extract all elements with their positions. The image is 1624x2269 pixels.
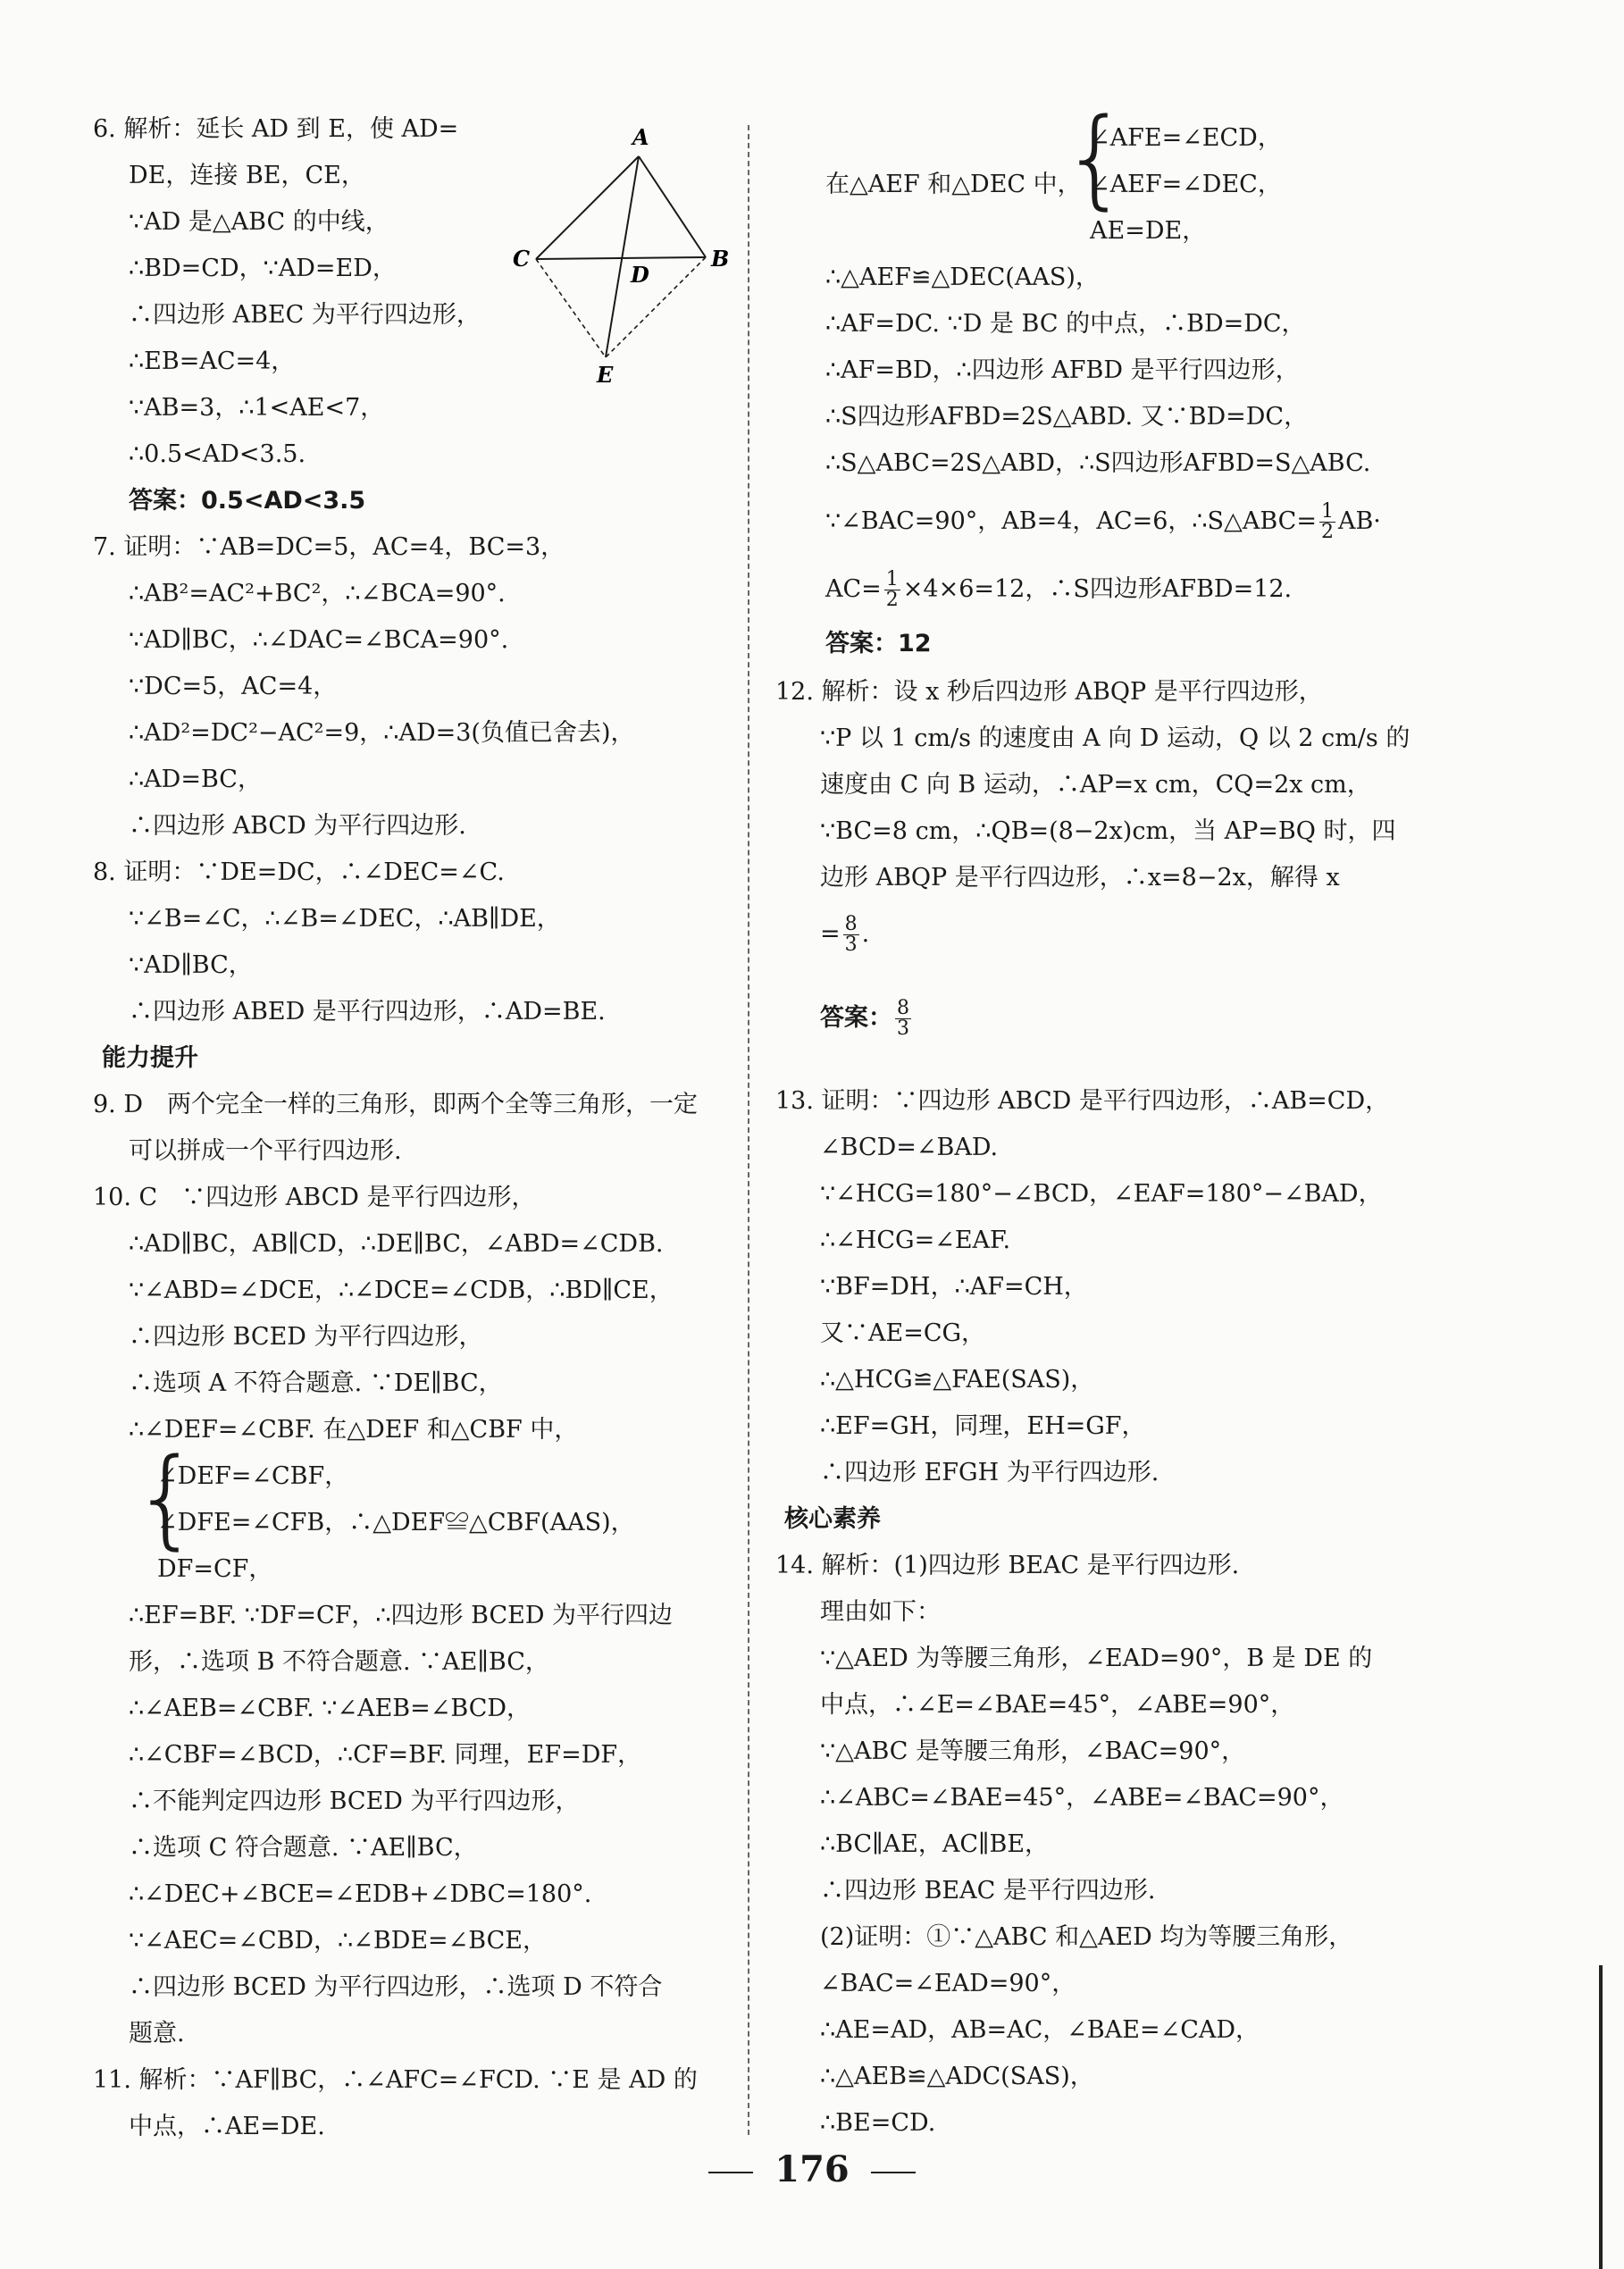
section-heading-core: 核心素养	[784, 1505, 881, 1533]
q8-line: ∵AD∥BC，	[129, 951, 253, 979]
q11-system-line: ∠AEF=∠DEC，	[1090, 171, 1282, 198]
segment-ab	[639, 156, 706, 257]
q11-line	[825, 502, 1381, 542]
q8-line: 8. 证明：∵DE=DC，∴∠DEC=∠C.	[93, 858, 505, 886]
q12-answer: 答案： $\frac{8}{3}$	[820, 997, 909, 1040]
text: ∵∠BAC=90°，AB=4，AC=6，∴S△ABC=	[825, 507, 1317, 535]
q7-line: ∴四边形 ABCD 为平行四边形.	[129, 812, 466, 840]
q14-line: ∴四边形 BEAC 是平行四边形.	[820, 1877, 1156, 1905]
vertex-label-c: C	[513, 246, 531, 272]
q11-line: ∴AF=BD，∴四边形 AFBD 是平行四边形，	[825, 356, 1300, 384]
fraction: $\frac{8}{3}$	[897, 997, 909, 1040]
q10-line: ∴∠DEF=∠CBF. 在△DEF 和△CBF 中，	[129, 1416, 579, 1444]
q6-line: ∴四边形 ABEC 为平行四边形，	[129, 301, 481, 329]
q10-line: ∴四边形 BCED 为平行四边形，	[129, 1323, 483, 1351]
q11-system-line: AE=DE，	[1090, 217, 1207, 245]
q13-line: ∵BF=DH，∴AF=CH，	[820, 1273, 1088, 1301]
q10-line: ∴选项 C 符合题意. ∵AE∥BC，	[129, 1834, 478, 1862]
q13-line: ∵∠HCG=180°−∠BCD，∠EAF=180°−∠BAD，	[820, 1180, 1383, 1208]
q6-line: 6. 解析：延长 AD 到 E，使 AD=	[93, 115, 459, 143]
page-edge-line	[1599, 1965, 1603, 2269]
q10-line: ∴∠CBF=∠BCD，∴CF=BF. 同理，EF=DF，	[129, 1741, 642, 1769]
q7-line: ∵AD∥BC，∴∠DAC=∠BCA=90°.	[129, 626, 509, 654]
quadrilateral-figure	[500, 116, 732, 393]
q14-line: ∴△AEB≌△ADC(SAS)，	[820, 2063, 1094, 2090]
q6-line: ∴BD=CD，∵AD=ED，	[129, 255, 397, 282]
q10-line: ∴∠AEB=∠CBF. ∵∠AEB=∠BCD，	[129, 1695, 532, 1722]
q7-line: ∴AD²=DC²−AC²=9，∴AD=3(负值已舍去)，	[129, 719, 635, 747]
q7-line: ∵DC=5，AC=4，	[129, 673, 338, 700]
q10-line: ∵∠AEC=∠CBD，∴∠BDE=∠BCE，	[129, 1927, 548, 1955]
text: AC=	[825, 575, 882, 603]
q10-line: ∵∠ABD=∠DCE，∴∠DCE=∠CDB，∴BD∥CE，	[129, 1277, 674, 1304]
fraction: $\frac{1}{2}$	[885, 568, 899, 611]
q6-line: ∴0.5<AD<3.5.	[129, 440, 306, 468]
q10-line: 形，∴选项 B 不符合题意. ∵AE∥BC，	[129, 1648, 549, 1676]
q11-line: ∴△AEF≌△DEC(AAS)，	[825, 264, 1100, 291]
q6-line: ∴EB=AC=4，	[129, 347, 296, 375]
q11-line: 在△AEF 和△DEC 中，	[825, 171, 1082, 198]
q6-line: ∵AD 是△ABC 的中线，	[129, 208, 389, 236]
q9-line: 可以拼成一个平行四边形.	[129, 1137, 402, 1165]
q14-line: 中点，∴∠E=∠BAE=45°，∠ABE=90°，	[820, 1691, 1295, 1719]
segment-be	[606, 257, 706, 357]
q10-line: 题意.	[129, 2020, 185, 2047]
q11-line: 中点，∴AE=DE.	[129, 2113, 325, 2140]
q10-line: ∴四边形 BCED 为平行四边形，∴选项 D 不符合	[129, 1973, 663, 2001]
q14-line: ∵△AED 为等腰三角形，∠EAD=90°，B 是 DE 的	[820, 1645, 1373, 1672]
q14-line: ∴AE=AD，AB=AC，∠BAE=∠CAD，	[820, 2016, 1260, 2044]
page-number-text: 176	[774, 2148, 850, 2190]
q13-line: 又∵AE=CG，	[820, 1319, 986, 1347]
q11-line: ∴S△ABC=2S△ABD，∴S四边形AFBD=S△ABC.	[825, 449, 1371, 477]
q13-line: ∴EF=GH，同理，EH=GF，	[820, 1412, 1146, 1440]
q10-line: 10. C ∵四边形 ABCD 是平行四边形，	[93, 1184, 536, 1211]
q11-line: ∴AF=DC. ∵D 是 BC 的中点，∴BD=DC，	[825, 310, 1306, 338]
q12-line: 12. 解析：设 x 秒后四边形 ABQP 是平行四边形，	[775, 678, 1323, 706]
system-brace: {	[132, 1436, 201, 1561]
q10-line: ∴AD∥BC，AB∥CD，∴DE∥BC，∠ABD=∠CDB.	[129, 1230, 664, 1258]
q14-line: ∵△ABC 是等腰三角形，∠BAC=90°，	[820, 1737, 1246, 1765]
vertex-label-e: E	[597, 362, 614, 388]
q13-line: ∴四边形 EFGH 为平行四边形.	[820, 1459, 1159, 1486]
q8-line: ∵∠B=∠C，∴∠B=∠DEC，∴AB∥DE，	[129, 905, 561, 933]
q10-system-line: DF=CF，	[157, 1555, 273, 1583]
q12-line: 速度由 C 向 B 运动，∴AP=x cm，CQ=2x cm，	[820, 771, 1371, 799]
q10-line: ∴∠DEC+∠BCE=∠EDB+∠DBC=180°.	[129, 1880, 592, 1908]
q12-line: ∵BC=8 cm，∴QB=(8−2x)cm，当 AP=BQ 时，四	[820, 817, 1396, 845]
q6-line: ∵AB=3，∴1<AE<7，	[129, 394, 385, 422]
section-heading-ability: 能力提升	[102, 1044, 198, 1072]
q6-answer: 答案：0.5<AD<3.5	[129, 487, 366, 515]
segment-cb	[536, 257, 706, 259]
q11-line: 11. 解析：∵AF∥BC，∴∠AFC=∠FCD. ∵E 是 AD 的	[93, 2066, 698, 2094]
fraction: $\frac{1}{2}$	[1320, 500, 1334, 543]
q10-system-line: ∠DEF=∠CBF，	[157, 1462, 349, 1490]
vertex-label-b: B	[711, 246, 730, 272]
text: ×4×6=12，∴S四边形AFBD=12.	[902, 575, 1293, 603]
q13-line: ∠BCD=∠BAD.	[820, 1134, 999, 1161]
q14-line: (2)证明：①∵△ABC 和△AED 均为等腰三角形，	[820, 1923, 1353, 1951]
q12-line: 边形 ABQP 是平行四边形，∴x=8−2x，解得 x	[820, 864, 1340, 892]
q10-system-line: ∠DFE=∠CFB，∴△DEF≌△CBF(AAS)，	[157, 1509, 635, 1536]
segment-ae	[606, 156, 639, 357]
text: AB·	[1337, 507, 1381, 535]
q11-line	[825, 570, 1292, 610]
q14-line: ∴BC∥AE，AC∥BE，	[820, 1830, 1050, 1858]
q12-line: = $\frac{8}{3}$ .	[820, 913, 870, 956]
q10-line: ∴不能判定四边形 BCED 为平行四边形，	[129, 1788, 580, 1815]
q10-line: ∴EF=BF. ∵DF=CF，∴四边形 BCED 为平行四边	[129, 1602, 674, 1629]
vertex-label-d: D	[631, 262, 649, 288]
q11-answer: 答案：12	[825, 630, 932, 657]
fraction: $\frac{8}{3}$	[844, 913, 858, 956]
page-number	[0, 2148, 1624, 2190]
q9-line: 9. D 两个完全一样的三角形，即两个全等三角形，一定	[93, 1091, 698, 1118]
vertex-label-a: A	[632, 124, 649, 150]
q14-line: ∴∠ABC=∠BAE=45°，∠ABE=∠BAC=90°，	[820, 1784, 1344, 1812]
segment-ac	[536, 156, 639, 259]
q8-line: ∴四边形 ABED 是平行四边形，∴AD=BE.	[129, 998, 606, 1026]
text: =	[820, 920, 841, 948]
q14-line: ∴BE=CD.	[820, 2109, 936, 2137]
q11-line: ∴S四边形AFBD=2S△ABD. 又∵BD=DC，	[825, 403, 1309, 431]
q14-line: 14. 解析：(1)四边形 BEAC 是平行四边形.	[775, 1552, 1240, 1579]
column-divider	[748, 125, 749, 2135]
q7-line: ∴AD=BC，	[129, 766, 262, 793]
q12-line: ∵P 以 1 cm/s 的速度由 A 向 D 运动，Q 以 2 cm/s 的	[820, 724, 1411, 752]
q7-line: ∴AB²=AC²+BC²，∴∠BCA=90°.	[129, 580, 506, 607]
q13-line: ∴△HCG≌△FAE(SAS)，	[820, 1366, 1095, 1394]
system-brace: {	[1061, 96, 1130, 221]
q14-line: ∠BAC=∠EAD=90°，	[820, 1970, 1076, 1997]
q13-line: 13. 证明：∵四边形 ABCD 是平行四边形，∴AB=CD，	[775, 1087, 1390, 1115]
q14-line: 理由如下：	[820, 1598, 941, 1626]
q11-system-line: ∠AFE=∠ECD，	[1090, 124, 1282, 152]
q6-line: DE，连接 BE，CE，	[129, 162, 365, 189]
q7-line: 7. 证明：∵AB=DC=5，AC=4，BC=3，	[93, 533, 565, 561]
q13-line: ∴∠HCG=∠EAF.	[820, 1227, 1011, 1254]
segment-ce	[536, 259, 606, 357]
q10-line: ∴选项 A 不符合题意. ∵DE∥BC，	[129, 1369, 503, 1397]
